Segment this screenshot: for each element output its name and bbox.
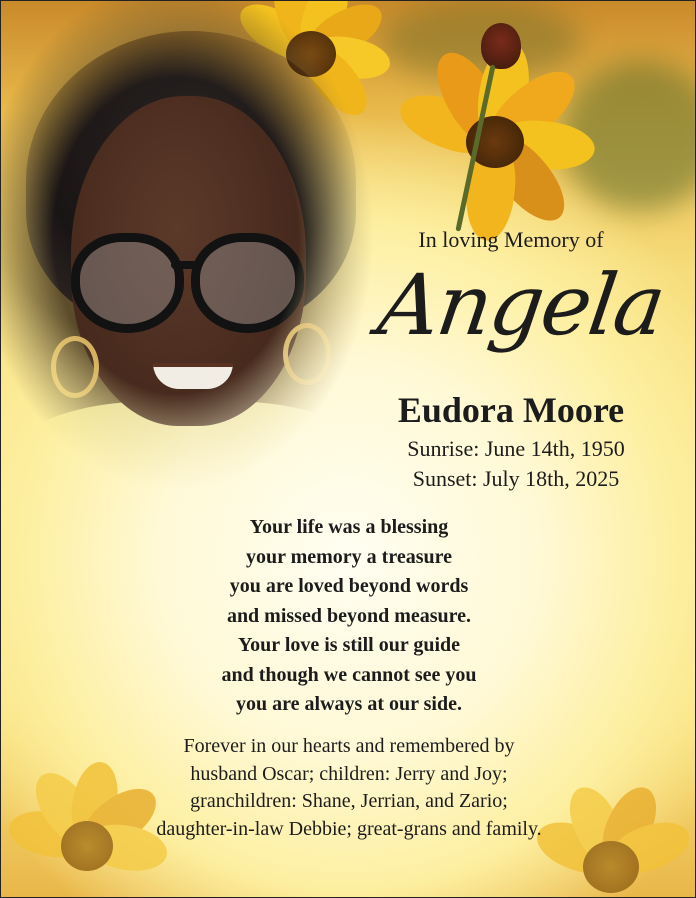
glasses-lens-right	[191, 233, 304, 333]
poem-line: you are loved beyond words	[229, 575, 469, 597]
earring-left	[51, 336, 99, 398]
poem-line: Your love is still our guide	[237, 634, 461, 656]
earring-right	[283, 323, 331, 385]
remembered-line: daughter-in-law Debbie; great-grans and family.	[156, 817, 542, 840]
poem-line: you are always at our side.	[236, 693, 462, 715]
glasses-lens-left	[71, 233, 184, 333]
remembered-line: Forever in our hearts and remembered by	[183, 735, 515, 757]
poem-line: your memory a treasure	[245, 545, 453, 568]
sunset-date: Sunset: July 18th, 2025	[412, 466, 620, 491]
flower-bud-icon	[481, 23, 521, 69]
in-memory-heading: In loving Memory of	[418, 227, 604, 252]
last-name: Eudora Moore	[397, 390, 625, 430]
first-name-script: Angela	[372, 256, 670, 354]
remembered-line: granchildren: Shane, Jerrian, and Zario;	[190, 790, 508, 812]
sunrise-date: Sunrise: June 14th, 1950	[407, 436, 625, 461]
poem-line: and though we cannot see you	[221, 663, 477, 686]
poem	[151, 513, 547, 720]
remembered-by	[91, 733, 607, 843]
glasses-bridge	[171, 261, 197, 269]
remembered-line: husband Oscar; children: Jerry and Joy;	[190, 762, 508, 785]
poem-line: and missed beyond measure.	[226, 604, 472, 627]
portrait-photo	[1, 1, 381, 511]
yellow-flower-icon	[371, 61, 611, 241]
poem-line: Your life was a blessing	[249, 516, 449, 538]
